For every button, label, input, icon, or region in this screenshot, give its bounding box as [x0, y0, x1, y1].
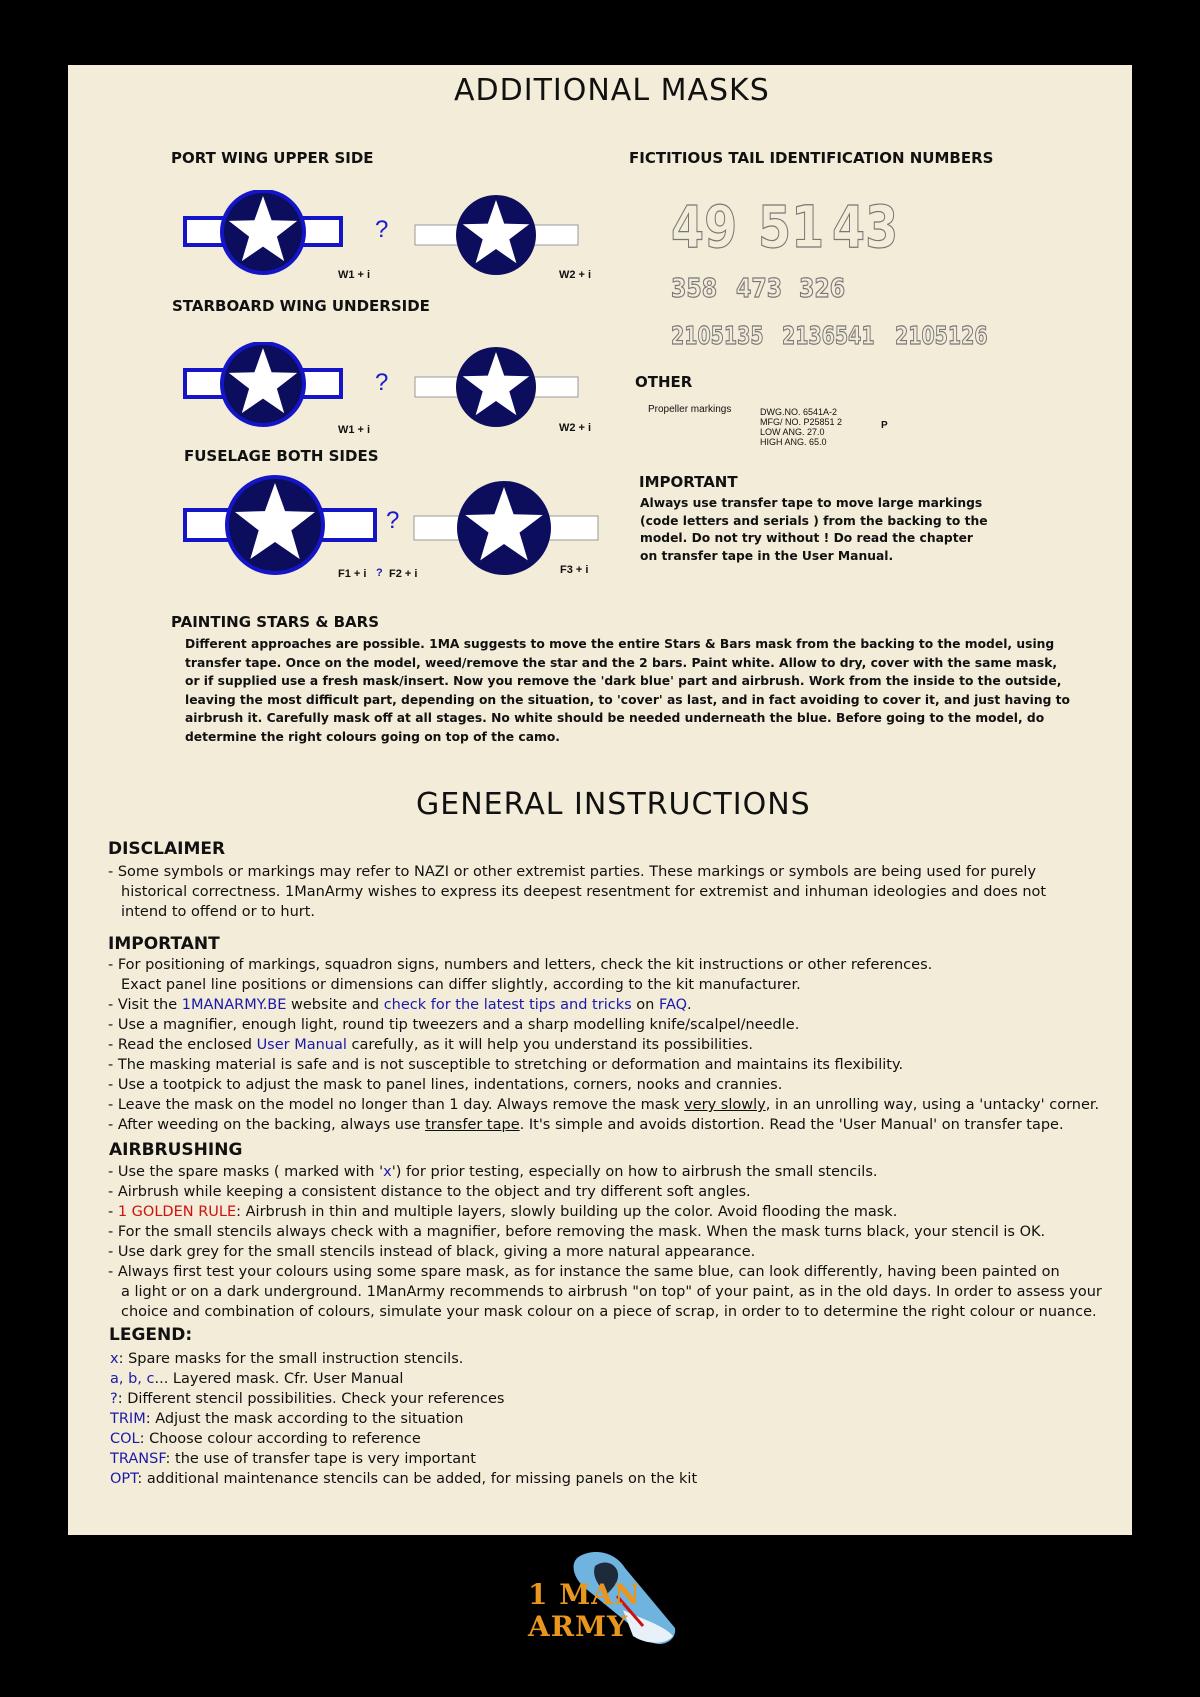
disclaimer-text	[108, 862, 1046, 922]
text-span: on	[631, 997, 659, 1013]
fuselage-question-mark: ?	[386, 507, 400, 534]
text-span: , in an unrolling way, using a 'untacky' corner.	[765, 1097, 1100, 1113]
starboard-wing-label-w2: W2 + i	[559, 422, 592, 434]
legend-text: ... Layered mask. Cfr. User Manual	[154, 1371, 404, 1387]
text-line: Different approaches are possible. 1MA suggests to move the entire Stars & Bars mask from the backing to the model, using	[185, 637, 1055, 651]
text-span: - Read the enclosed	[108, 1037, 257, 1053]
fuselage-roundel-plain	[413, 478, 599, 578]
logo-text-line2: ARMY	[528, 1610, 628, 1643]
prop-line: LOW ANG. 27.0	[760, 427, 825, 437]
emphasis-span: very slowly	[684, 1097, 766, 1113]
legend-item	[110, 1469, 697, 1489]
starboard-wing-question-mark: ?	[375, 369, 389, 396]
tail-number-serial: 2105126	[895, 321, 988, 350]
tail-number-serial: 2105135	[671, 321, 764, 350]
starboard-wing-roundel-bordered	[183, 342, 343, 430]
text-line: a light or on a dark underground. 1ManArmy recommends to airbrush "on top" of your paint, as in the old days. In order to assess your	[121, 1284, 1102, 1300]
text-span: website and	[286, 997, 384, 1013]
website-link[interactable]: 1MANARMY.BE	[181, 997, 287, 1013]
key-span: x	[383, 1164, 392, 1180]
text-span: - Leave the mask on the model no longer than 1 day. Always remove the mask	[108, 1097, 685, 1113]
text-span: . It's simple and avoids distortion. Read the 'User Manual' on transfer tape.	[519, 1117, 1064, 1133]
starboard-wing-title: STARBOARD WING UNDERSIDE	[172, 297, 430, 315]
golden-rule-span: 1 GOLDEN RULE	[117, 1204, 237, 1220]
text-line	[108, 1095, 1099, 1115]
port-wing-label-w2: W2 + i	[559, 269, 592, 281]
instruction-sheet	[68, 65, 1132, 1535]
text-line: - The masking material is safe and is not susceptible to stretching or deformation and maintains its flexibility.	[108, 1057, 904, 1073]
legend-key: ?	[110, 1391, 118, 1407]
text-span: - After weeding on the backing, always use	[108, 1117, 426, 1133]
text-line: - Always first test your colours using some spare mask, as for instance the same blue, can look differently, having been painted on	[108, 1264, 1060, 1280]
legend-item	[110, 1449, 697, 1469]
text-line	[108, 1162, 1102, 1182]
text-line: determine the right colours going on top of the camo.	[185, 729, 560, 744]
text-line: Exact panel line positions or dimensions can differ slightly, according to the kit manufacturer.	[121, 977, 801, 993]
text-line: leaving the most difficult part, depending on the situation, to 'cover' as last, and in fact avoiding to cover it, and just having to	[185, 692, 1070, 707]
tail-numbers-title: FICTITIOUS TAIL IDENTIFICATION NUMBERS	[629, 149, 994, 167]
port-wing-roundel-plain	[414, 195, 579, 277]
propeller-markings-details	[760, 407, 842, 447]
text-span: ') for prior testing, especially on how to airbrush the small stencils.	[391, 1164, 878, 1180]
legend-text: : additional maintenance stencils can be added, for missing panels on the kit	[137, 1471, 698, 1487]
text-line	[108, 1202, 1102, 1222]
text-line: - Airbrush while keeping a consistent distance to the object and try different soft angles.	[108, 1184, 751, 1200]
general-important-text	[108, 955, 1099, 1135]
text-line: - Some symbols or markings may refer to NAZI or other extremist parties. These markings or symbols are being used for purely	[108, 864, 1037, 880]
text-line: - Use a tootpick to adjust the mask to panel lines, indentations, corners, nooks and crannies.	[108, 1077, 783, 1093]
starboard-wing-roundel-plain	[414, 347, 579, 429]
fuselage-label-f3: F3 + i	[560, 564, 589, 576]
logo-text-line1: 1 MAN	[528, 1578, 641, 1611]
general-instructions-title: GENERAL INSTRUCTIONS	[416, 787, 811, 822]
logo	[525, 1548, 685, 1648]
prop-line: MFG/ NO. P25851 2	[760, 417, 843, 427]
text-line	[108, 1115, 1099, 1135]
fuselage-title: FUSELAGE BOTH SIDES	[184, 447, 379, 465]
text-span: .	[687, 997, 692, 1013]
legend-text: : Choose colour according to reference	[139, 1431, 421, 1447]
tail-number-medium: 326	[799, 274, 846, 304]
legend-key: OPT	[110, 1471, 138, 1487]
legend-text: : Spare masks for the small instruction stencils.	[118, 1351, 464, 1367]
text-span: - Visit the	[108, 997, 182, 1013]
tail-number-large: 49	[671, 193, 738, 261]
legend-text: : Adjust the mask according to the situation	[145, 1411, 464, 1427]
tail-number-large: 43	[832, 193, 899, 261]
other-title: OTHER	[635, 373, 693, 391]
painting-text	[185, 635, 1070, 746]
text-span: - Use the spare masks ( marked with '	[108, 1164, 384, 1180]
legend-item	[110, 1369, 697, 1389]
text-line: - Use dark grey for the small stencils instead of black, giving a more natural appearance.	[108, 1244, 756, 1260]
masks-important-title: IMPORTANT	[639, 473, 738, 491]
text-span: carefully, as it will help you understand its possibilities.	[346, 1037, 754, 1053]
tail-number-medium: 358	[671, 274, 718, 304]
masks-important-text	[640, 495, 988, 565]
tail-number-serial: 2136541	[782, 321, 875, 350]
prop-line: HIGH ANG. 65.0	[760, 437, 827, 447]
fuselage-roundel-bordered	[183, 475, 379, 579]
text-line: airbrush it. Carefully mask off at all stages. No white should be needed underneath the blue. Before going to the model, do	[185, 711, 1045, 725]
additional-masks-title: ADDITIONAL MASKS	[454, 73, 770, 108]
text-line: historical correctness. 1ManArmy wishes to express its deepest resentment for extremist and inhuman ideologies and does not	[121, 884, 1047, 900]
legend-item	[110, 1409, 697, 1429]
text-line: or if supplied use a fresh mask/insert. Now you remove the 'dark blue' part and airbrush. Work from the inside to the outside,	[185, 674, 1062, 688]
legend-key: TRIM	[110, 1411, 146, 1427]
port-wing-question-mark: ?	[375, 216, 389, 243]
legend-list	[110, 1349, 697, 1489]
tail-number-large: 51	[758, 193, 825, 261]
text-line: Always use transfer tape to move large markings	[640, 496, 983, 510]
legend-key: x	[110, 1351, 119, 1367]
legend-text: : the use of transfer tape is very important	[165, 1451, 476, 1467]
painting-title: PAINTING STARS & BARS	[171, 613, 380, 631]
port-wing-roundel-bordered	[183, 190, 343, 278]
text-line: - For positioning of markings, squadron signs, numbers and letters, check the kit instructions or other references.	[108, 957, 933, 973]
text-line: transfer tape. Once on the model, weed/remove the star and the 2 bars. Paint white. Allow to dry, cover with the same mask,	[185, 655, 1058, 670]
legend-text: : Different stencil possibilities. Check your references	[117, 1391, 505, 1407]
starboard-wing-label-w1: W1 + i	[338, 424, 371, 436]
general-important-title: IMPORTANT	[108, 934, 220, 954]
text-line: - For the small stencils always check with a magnifier, before removing the mask. When the mask turns black, your stencil is OK.	[108, 1224, 1046, 1240]
text-line: (code letters and serials ) from the backing to the	[640, 513, 988, 528]
legend-key: COL	[110, 1431, 140, 1447]
tips-link[interactable]: check for the latest tips and tricks	[383, 997, 632, 1013]
fuselage-label-question: ?	[376, 567, 383, 579]
user-manual-link[interactable]: User Manual	[256, 1037, 347, 1053]
prop-line: DWG.NO. 6541A-2	[760, 407, 838, 417]
disclaimer-title: DISCLAIMER	[108, 839, 226, 859]
text-line: model. Do not try without ! Do read the chapter	[640, 531, 973, 545]
propeller-p-marking: P	[881, 420, 888, 431]
airbrushing-title: AIRBRUSHING	[109, 1140, 243, 1160]
faq-link[interactable]: FAQ	[658, 997, 688, 1013]
legend-key: TRANSF	[110, 1451, 166, 1467]
legend-item	[110, 1389, 697, 1409]
legend-key: a, b, c	[110, 1371, 155, 1387]
text-line	[108, 1035, 1099, 1055]
text-span: : Airbrush in thin and multiple layers, slowly building up the color. Avoid flooding the mask.	[236, 1204, 898, 1220]
airbrushing-text	[108, 1162, 1102, 1322]
tail-number-medium: 473	[736, 274, 783, 304]
text-line	[108, 995, 1099, 1015]
fuselage-label-f2: F2 + i	[389, 568, 418, 580]
legend-title: LEGEND:	[109, 1325, 193, 1345]
text-span: -	[108, 1204, 118, 1220]
legend-item	[110, 1429, 697, 1449]
text-line: on transfer tape in the User Manual.	[640, 548, 894, 563]
fuselage-label-f1: F1 + i	[338, 568, 367, 580]
propeller-markings-label: Propeller markings	[648, 404, 732, 415]
text-line: - Use a magnifier, enough light, round tip tweezers and a sharp modelling knife/scalpel/needle.	[108, 1017, 800, 1033]
legend-item	[110, 1349, 697, 1369]
port-wing-title: PORT WING UPPER SIDE	[171, 149, 374, 167]
port-wing-label-w1: W1 + i	[338, 269, 371, 281]
text-line: intend to offend or to hurt.	[121, 904, 316, 920]
text-line: choice and combination of colours, simulate your mask colour on a piece of scrap, in order to to determine the right colour or nuance.	[121, 1304, 1097, 1320]
emphasis-span: transfer tape	[425, 1117, 520, 1133]
